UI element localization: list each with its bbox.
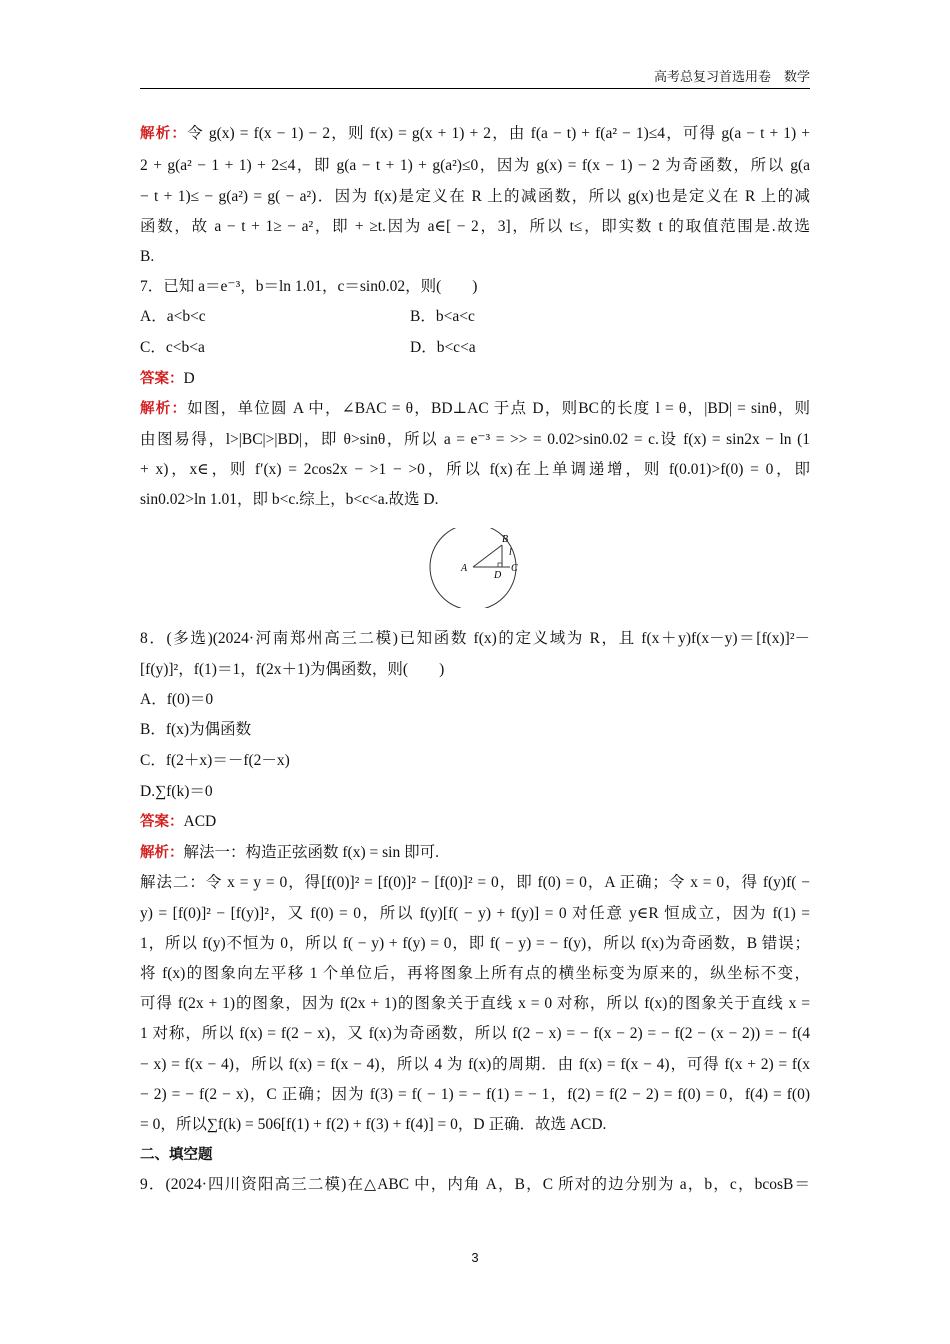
q8-stem-line-1: 8．(多选)(2024·河南郑州高三二模)已知函数 f(x)的定义域为 R，且 f(x＋y)f(x－y)＝[f(x)]²－ bbox=[140, 630, 810, 647]
q7-option-b: B．b<a<c bbox=[410, 308, 475, 325]
q8-solution-line-6: 可得 f(2x + 1)的图象，因为 f(2x + 1)的图象关于直线 x = 0 对称，所以 f(x)的图象关于直线 x = bbox=[140, 995, 810, 1012]
q7-options-row-2 bbox=[140, 338, 810, 358]
q8-option-d: D.∑f(k)＝0 bbox=[140, 783, 213, 800]
text: 解法一：构造正弦函数 f(x) = sin 即可. bbox=[183, 844, 439, 861]
q6-solution-line-4: 函数，故 a − t + 1≥ − a²，即 + ≥t.因为 a∈[ − 2，3]，所以 t≤，即实数 t 的取值范围是.故选 bbox=[140, 218, 810, 235]
label-c: C bbox=[511, 563, 518, 574]
label-d: D bbox=[494, 570, 502, 581]
q7-option-a: A．a<b<c bbox=[140, 308, 206, 325]
q8-stem-line-2: [f(y)]²，f(1)＝1，f(2x＋1)为偶函数，则( ) bbox=[140, 661, 445, 678]
q7-solution-line-1 bbox=[140, 399, 810, 419]
q7-solution-line-4: sin0.02>ln 1.01，即 b<c.综上，b<c<a.故选 D. bbox=[140, 491, 439, 508]
solution-label: 解析： bbox=[140, 401, 188, 417]
q8-solution-line-7: 1 对称，所以 f(x) = f(2 − x)，又 f(x)为奇函数，所以 f(2 − x) = − f(x − 2) = − f(2 − (x − 2)) = − f(4 bbox=[140, 1025, 810, 1042]
q8-solution-line-4: 1，所以 f(y)不恒为 0，所以 f( − y) + f(y) = 0，即 f( − y) = − f(y)，所以 f(x)为奇函数，B 错误； bbox=[140, 935, 810, 952]
q6-solution-line-5: B. bbox=[140, 248, 155, 265]
q8-solution-line-3: y) = [f(0)]² − [f(y)]²，又 f(0) = 0，所以 f(y)[f( − y) + f(y)] = 0 对任意 y∈R 恒成立，因为 f(1) = bbox=[140, 905, 810, 922]
label-a: A bbox=[461, 563, 468, 574]
solution-label: 解析： bbox=[140, 845, 184, 861]
page-header bbox=[140, 66, 810, 89]
q7-options-row-1 bbox=[140, 307, 810, 327]
answer-label: 答案： bbox=[140, 814, 184, 830]
right-angle-mark bbox=[498, 563, 502, 567]
section-title: 二、填空题 bbox=[140, 1147, 213, 1163]
label-l: l bbox=[509, 547, 512, 558]
unit-circle-figure bbox=[428, 528, 522, 608]
q8-solution-line-1 bbox=[140, 843, 810, 863]
q6-solution-line-1 bbox=[140, 124, 810, 144]
q8-option-b: B．f(x)为偶函数 bbox=[140, 721, 252, 738]
text: 如图，单位圆 A 中，∠BAC = θ，BD⊥AC 于点 D，则BC的长度 l = θ，|BD| = sinθ，则 bbox=[187, 400, 810, 417]
page-number: 3 bbox=[471, 1250, 479, 1265]
answer-value: D bbox=[183, 370, 195, 387]
q8-solution-line-8: − x) = f(x − 4)，所以 f(x) = f(x − 4)，所以 4 为 f(x)的周期．由 f(x) = f(x − 4)，可得 f(x + 2) = f(x bbox=[140, 1056, 810, 1073]
q7-solution-line-3: + x)，x∈，则 f′(x) = 2cos2x − >1 − >0，所以 f(x)在上单调递增，则 f(0.01)>f(0) = 0，即 bbox=[140, 461, 810, 478]
q8-solution-line-9: − 2) = − f(2 − x)，C 正确；因为 f(3) = f( − 1) = − f(1) = − 1，f(2) = f(2 − 2) = f(0) = 0，f(4) = f(0) bbox=[140, 1086, 810, 1103]
text: 令 g(x) = f(x − 1) − 2，则 f(x) = g(x + 1) + 2，由 f(a − t) + f(a² − 1)≤4，可得 g(a − t + 1) + bbox=[187, 125, 810, 142]
q6-solution-line-3: − t + 1)≤ − g(a²) = g( − a²)．因为 f(x)是定义在 R 上的减函数，所以 g(x)也是定义在 R 上的减 bbox=[140, 188, 810, 205]
solution-label: 解析： bbox=[140, 126, 188, 142]
q8-option-a: A．f(0)＝0 bbox=[140, 691, 214, 708]
q7-option-d: D．b<c<a bbox=[410, 339, 476, 356]
q8-solution-line-10: = 0，所以∑f(k) = 506[f(1) + f(2) + f(3) + f(4)] = 0，D 正确．故选 ACD. bbox=[140, 1116, 607, 1133]
answer-label: 答案： bbox=[140, 371, 184, 387]
q8-option-c: C．f(2＋x)＝－f(2－x) bbox=[140, 752, 290, 769]
header-text: 高考总复习首选用卷 数学 bbox=[653, 70, 810, 85]
q6-solution-line-2: 2 + g(a² − 1 + 1) + 2≤4，即 g(a − t + 1) + g(a²)≤0，因为 g(x) = f(x − 1) − 2 为奇函数，所以 g(a bbox=[140, 157, 810, 174]
q8-answer bbox=[140, 812, 810, 832]
q8-solution-line-2: 解法二：令 x = y = 0，得[f(0)]² = [f(0)]² − [f(0)]² = 0，即 f(0) = 0，A 正确；令 x = 0，得 f(y)f( − bbox=[140, 874, 810, 891]
q7-solution-line-2: 由图易得，l>|BC|>|BD|，即 θ>sinθ，所以 a = e⁻³ = >> = 0.02>sin0.02 = c.设 f(x) = sin2x − ln (1 bbox=[140, 431, 810, 448]
answer-value: ACD bbox=[183, 813, 217, 830]
q7-answer bbox=[140, 369, 810, 389]
label-b: B bbox=[502, 534, 509, 545]
q9-stem-line-1: 9．(2024·四川资阳高三二模)在△ABC 中，内角 A，B，C 所对的边分别为 a，b，c，bcosB＝ bbox=[140, 1176, 810, 1193]
q8-solution-line-5: 将 f(x)的图象向左平移 1 个单位后，再将图象上所有点的横坐标变为原来的，纵坐标不变， bbox=[140, 965, 810, 982]
q7-option-c: C．c<b<a bbox=[140, 339, 205, 356]
q7-stem: 7．已知 a＝e⁻³，b＝ln 1.01，c＝sin0.02，则( ) bbox=[140, 278, 478, 295]
